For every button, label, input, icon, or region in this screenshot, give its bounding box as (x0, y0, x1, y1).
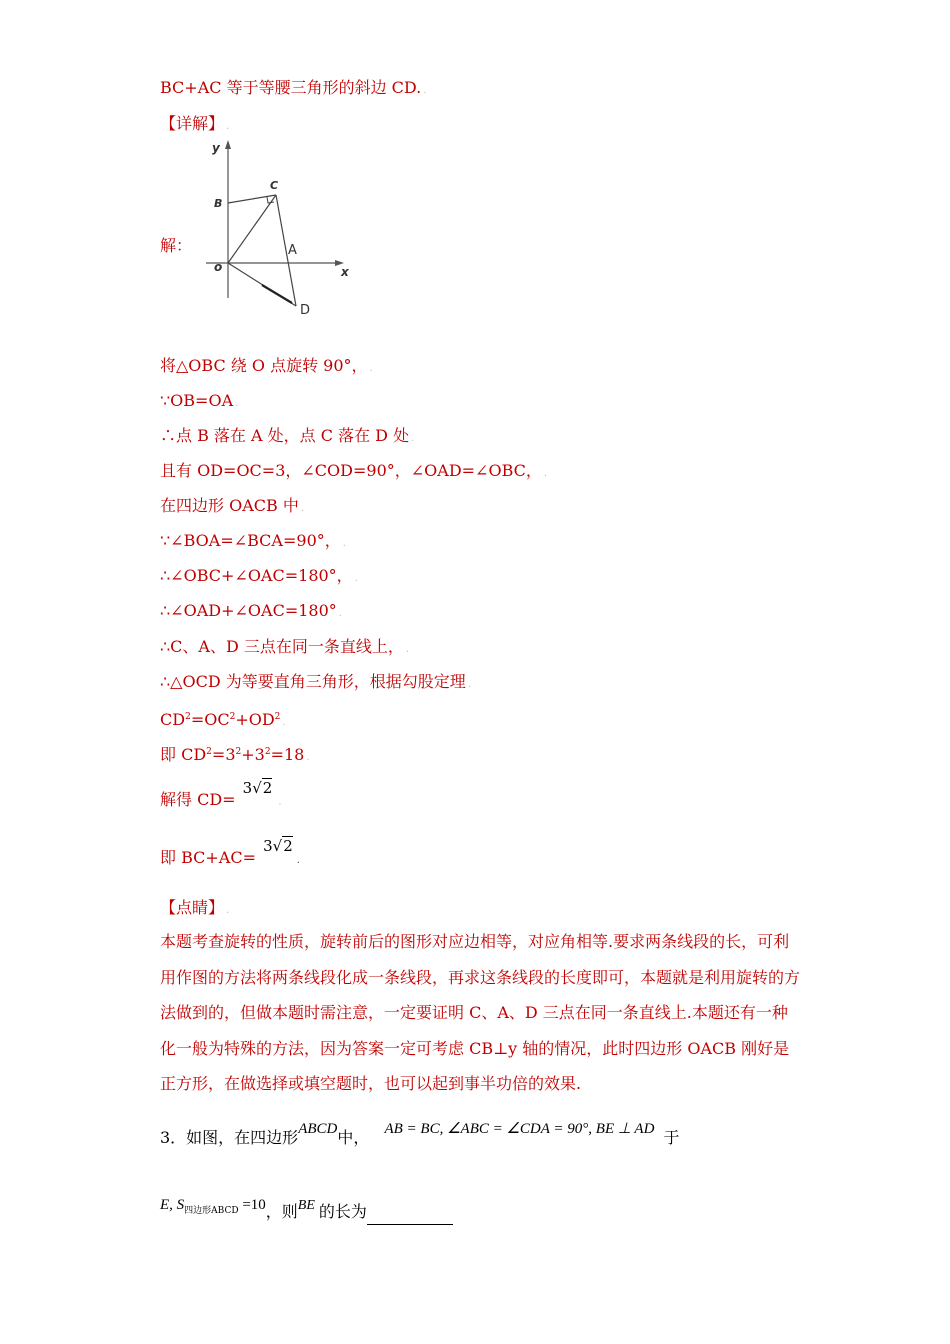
step-5: 在四边形 OACB 中 . (160, 496, 305, 515)
label-x: x (341, 265, 349, 279)
intro-text: BC+AC 等于等腰三角形的斜边 CD. (160, 78, 422, 97)
label-c: C (270, 179, 279, 192)
step-3: ∴点 B 落在 A 处，点 C 落在 D 处 . (160, 426, 415, 445)
label-b: B (214, 197, 223, 210)
dianjing-body: 本题考查旋转的性质，旋转前后的图形对应边相等，对应角相等.要求两条线段的长，可利用作图的方法将两条线段化成一条线段，再求这条线段的长度即可，本题就是利用旋转的方法做到的，但做本题时需注意，一定要证明 C、A、D 三点在同一条直线上.本题还有一种化一般为特殊的方法，因为答案一定可考虑 CB⊥y 轴的情况，此时四边形 OACB 刚好是正方形，在做选择或填空题时，也可以起到事半功倍的效果. (160, 932, 801, 1093)
step-13: 解得 CD= 3√2. (160, 779, 282, 809)
step-9: ∴C、A、D 三点在同一条直线上， . (160, 637, 410, 656)
step-6: ∵∠BOA=∠BCA=90°， . (160, 531, 346, 550)
rotation-figure (196, 140, 366, 326)
detail-heading: 【详解】 . (160, 114, 230, 133)
intro-line: BC+AC 等于等腰三角形的斜边 CD. . (160, 78, 427, 97)
jie-label: 解： (160, 236, 193, 255)
label-d: D (300, 303, 311, 318)
sqrt-expression: 3√2 (263, 837, 293, 855)
y-axis-arrow (225, 140, 231, 149)
step-7: ∴∠OBC+∠OAC=180°， . (160, 566, 358, 585)
question-3: 3．如图，在四边形ABCD中， AB = BC, ∠ABC = ∠CDA = 90°, BE ⊥ AD 于 (160, 1121, 680, 1147)
segment-bc (228, 195, 276, 203)
step-11: $CD^2=OC^2+OD^2$ . (160, 710, 286, 729)
step-2: ∵OB=OA . (160, 391, 239, 410)
label-o: o (214, 260, 223, 274)
answer-blank[interactable] (367, 1206, 453, 1225)
segment-od-thick (262, 285, 292, 303)
label-a: A (288, 243, 297, 258)
step-8: ∴∠OAD+∠OAC=180° . (160, 601, 342, 620)
step-4: 且有 OD=OC=3，∠COD=90°，∠OAD=∠OBC， . (160, 461, 548, 480)
dianjing-heading: 【点睛】 . (160, 898, 230, 917)
step-14: 即 BC+AC= 3√2. (160, 837, 300, 867)
step-1: 将△OBC 绕 O 点旋转 90°， . (160, 356, 373, 375)
step-12: 即 $CD^2=3^2+3^2=18$ . (160, 745, 310, 764)
label-y: y (212, 141, 220, 155)
segment-oc (228, 195, 276, 263)
question-3-line-2: E, $S^{四边形ABCD} =10$，则BE 的长为 (160, 1202, 453, 1225)
sqrt-expression: 3√2 (242, 779, 273, 797)
detail-heading-text: 【详解】 (160, 114, 225, 133)
step-10: ∴△OCD 为等要直角三角形，根据勾股定理 . (160, 672, 471, 691)
